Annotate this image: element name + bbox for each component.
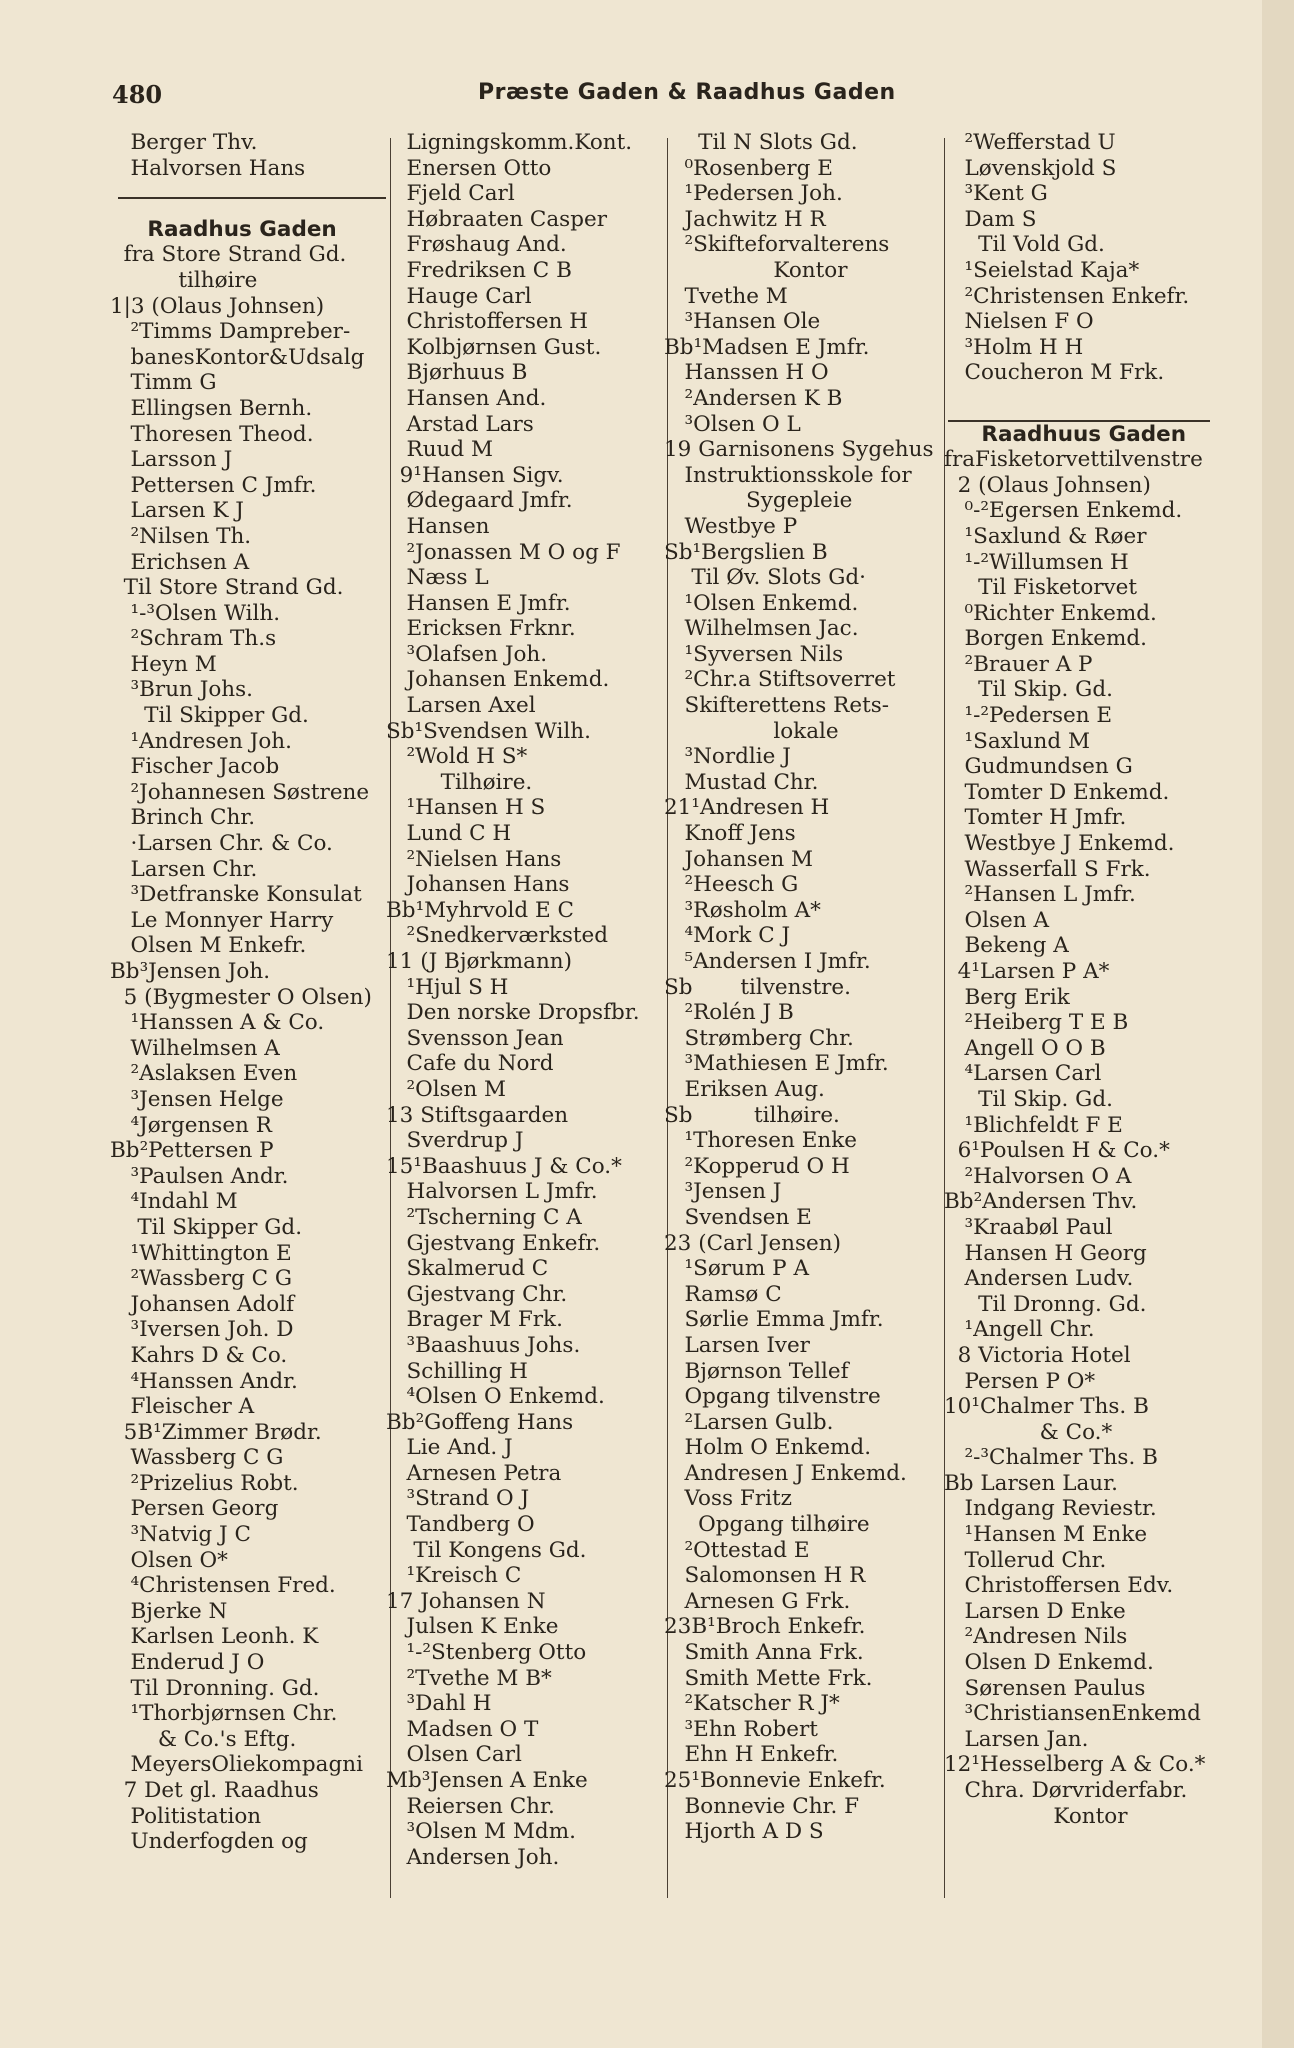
directory-entry: ³Hansen Ole (664, 309, 821, 335)
directory-entry: Opgang tilhøire (664, 1512, 870, 1538)
directory-entry: Wilhelmsen Jac. (664, 616, 859, 642)
directory-entry: Brager M Frk. (386, 1307, 563, 1333)
directory-entry: Til Fisketorvet (944, 575, 1138, 601)
directory-entry: ²Wefferstad U (944, 130, 1116, 155)
directory-entry: Ehn H Enkefr. (664, 1742, 839, 1768)
directory-entry: Sb¹Bergslien B (664, 539, 828, 565)
directory-entry: ³Holm H H (944, 334, 1084, 360)
directory-entry: 4¹Larsen P A* (944, 959, 1110, 984)
directory-entry: Ramsø C (664, 1281, 782, 1307)
directory-entry: Tollerud Chr. (944, 1547, 1107, 1573)
directory-entry: lokale (664, 718, 839, 744)
directory-entry: Den norske Dropsfbr. (386, 1000, 640, 1026)
directory-entry: ¹Syversen Nils (664, 641, 844, 667)
directory-entry: ³Kraabøl Paul (944, 1214, 1113, 1240)
directory-entry: Enersen Otto (386, 155, 552, 181)
directory-entry: ²Heiberg T E B (944, 1010, 1129, 1036)
directory-entry: ²Ottestad E (664, 1537, 810, 1563)
directory-entry: ²Katscher R J* (664, 1691, 840, 1717)
directory-entry: Timm G (110, 370, 217, 396)
directory-entry: ²Heesch G (664, 872, 799, 898)
directory-entry: tilhøire (110, 267, 258, 293)
directory-entry: Brinch Chr. (110, 805, 256, 831)
directory-entry: fraFisketorvettilvenstre (944, 447, 1203, 473)
directory-entry: ³ChristiansenEnkemd (944, 1701, 1201, 1727)
directory-entry: Løvenskjold S (944, 155, 1117, 181)
directory-entry: ²Johannesen Søstrene (110, 779, 370, 805)
directory-entry: Olsen A (944, 907, 1049, 933)
directory-entry: ¹-²Pedersen E (944, 703, 1113, 729)
directory-entry: ³Brun Johs. (110, 677, 254, 703)
directory-entry: Hansen E Jmfr. (386, 590, 571, 616)
directory-entry: Eriksen Aug. (664, 1076, 825, 1102)
directory-entry: Olsen D Enkemd. (944, 1650, 1154, 1676)
directory-entry: ¹Blichfeldt F E (944, 1112, 1123, 1138)
directory-entry: Ericksen Frknr. (386, 616, 576, 642)
directory-entry: ³Mathiesen E Jmfr. (664, 1051, 889, 1077)
directory-entry: Larsen Chr. (110, 856, 258, 882)
directory-entry: Fleischer A (110, 1394, 255, 1420)
directory-entry: Cafe du Nord (386, 1051, 554, 1077)
column-1 (110, 130, 385, 1855)
directory-entry: ¹Thoresen Enke (664, 1128, 857, 1154)
directory-entry: Underfogden og (110, 1829, 308, 1855)
directory-entry: Olsen O* (110, 1547, 228, 1573)
column-4 (944, 130, 1214, 1829)
directory-entry: Mb³Jensen A Enke (386, 1768, 588, 1793)
directory-entry: Politistation (110, 1803, 262, 1829)
directory-entry: Ruud M (386, 437, 493, 463)
directory-entry: ²Andersen K B (664, 385, 843, 411)
directory-entry: Enderud J O (110, 1650, 265, 1676)
directory-entry: 25¹Bonnevie Enkefr. (664, 1768, 886, 1793)
directory-entry: ⁴Hanssen Andr. (110, 1368, 298, 1394)
directory-entry: Dam S (944, 206, 1037, 232)
directory-entry: Til Store Strand Gd. (110, 575, 344, 601)
directory-entry: Larsson J (110, 447, 233, 473)
directory-entry: Indgang Reviestr. (944, 1496, 1157, 1522)
directory-entry: Bekeng A (944, 933, 1069, 959)
directory-entry: Ødegaard Jmfr. (386, 488, 573, 514)
directory-entry: ⁴Indahl M (110, 1189, 238, 1215)
directory-entry: 12¹Hesselberg A & Co.* (944, 1752, 1206, 1778)
directory-entry: Chra. Dørvriderfabr. (944, 1778, 1188, 1803)
directory-entry: ²Hansen L Jmfr. (944, 882, 1136, 908)
page-title: Præste Gaden & Raadhus Gaden (478, 80, 896, 105)
directory-entry: Halvorsen Hans (110, 155, 306, 181)
directory-entry: ³Strand O J (386, 1486, 530, 1512)
directory-entry: ³Jensen Helge (110, 1086, 284, 1112)
directory-entry: 23B¹Broch Enkefr. (664, 1614, 866, 1640)
directory-entry: ¹Hjul S H (386, 974, 509, 1000)
directory-entry: Sb tilhøire. (664, 1102, 840, 1128)
directory-entry: Gjestvang Chr. (386, 1281, 568, 1307)
directory-entry: Nielsen F O (944, 309, 1094, 335)
directory-entry: Christoffersen H (386, 309, 589, 335)
directory-entry: ²Christensen Enkefr. (944, 283, 1190, 309)
directory-entry: Le Monnyer Harry (110, 907, 334, 933)
directory-entry: Til Øv. Slots Gd· (664, 565, 866, 591)
directory-entry: 23 (Carl Jensen) (664, 1230, 842, 1256)
directory-entry: Bjørhuus B (386, 360, 528, 386)
directory-entry: Hanssen H O (664, 360, 829, 386)
directory-entry: ⁴Larsen Carl (944, 1061, 1102, 1087)
directory-entry: Thoresen Theod. (110, 421, 314, 447)
directory-entry: Sørensen Paulus (944, 1675, 1146, 1701)
directory-entry: Tomter D Enkemd. (944, 779, 1170, 805)
directory-entry: Erichsen A (110, 549, 250, 575)
directory-entry: Wasserfall S Frk. (944, 856, 1151, 882)
directory-entry: & Co.* (944, 1419, 1113, 1445)
spacer (110, 181, 385, 217)
directory-entry: Reiersen Chr. (386, 1793, 555, 1819)
directory-entry: ²Aslaksen Even (110, 1061, 298, 1087)
directory-entry: ³Baashuus Johs. (386, 1332, 581, 1358)
directory-entry: ⁰-²Egersen Enkemd. (944, 498, 1183, 524)
directory-entry: ³Detfranske Konsulat (110, 882, 362, 908)
directory-entry: ²Tvethe M B* (386, 1665, 552, 1691)
directory-entry: ³Ehn Robert (664, 1716, 818, 1742)
directory-entry: Smith Mette Frk. (664, 1665, 873, 1691)
directory-entry: Larsen Iver (664, 1332, 810, 1358)
directory-entry: ²Skifteforvalterens (664, 232, 890, 258)
directory-entry: Kontor (944, 1803, 1128, 1829)
page-edge (1262, 0, 1294, 2048)
directory-entry: Hjorth A D S (664, 1819, 824, 1845)
directory-entry: Bonnevie Chr. F (664, 1793, 860, 1819)
directory-entry: Wilhelmsen A (110, 1035, 280, 1061)
directory-entry: Bb Larsen Laur. (944, 1470, 1118, 1496)
directory-entry: Persen P O* (944, 1368, 1096, 1394)
directory-entry: Bb²Goffeng Hans (386, 1409, 574, 1435)
directory-entry: Sb tilvenstre. (664, 974, 851, 1000)
directory-entry: Westbye P (664, 513, 798, 539)
directory-entry: ²Olsen M (386, 1076, 507, 1102)
directory-entry: fra Store Strand Gd. (110, 242, 347, 268)
directory-entry: Til Dronning. Gd. (110, 1675, 320, 1701)
directory-entry: ¹Saxlund & Røer (944, 523, 1147, 549)
directory-entry: ³Olsen M Mdm. (386, 1819, 576, 1845)
directory-entry: ²Halvorsen O A (944, 1163, 1132, 1189)
directory-entry: ¹-²Stenberg Otto (386, 1640, 587, 1666)
directory-entry: Heyn M (110, 651, 217, 677)
directory-entry: Andersen Joh. (386, 1844, 560, 1870)
directory-entry: MeyersOliekompagni (110, 1752, 363, 1778)
directory-entry: ²Snedkerværksted (386, 923, 609, 949)
directory-entry: Instruktionsskole for (664, 462, 912, 488)
directory-entry: Tvethe M (664, 283, 788, 309)
directory-entry: Til Dronng. Gd. (944, 1291, 1147, 1317)
directory-entry: Bb¹Myhrvold E C (386, 897, 575, 923)
directory-entry: 15¹Baashuus J & Co.* (386, 1153, 622, 1179)
directory-entry: Andresen J Enkemd. (664, 1460, 907, 1486)
directory-entry: Knoff Jens (664, 821, 796, 847)
directory-entry: 8 Victoria Hotel (944, 1342, 1131, 1368)
directory-entry: Madsen O T (386, 1716, 539, 1742)
directory-entry: ¹Hanssen A & Co. (110, 1010, 325, 1036)
directory-entry: ¹-³Olsen Wilh. (110, 600, 281, 626)
directory-entry: Smith Anna Frk. (664, 1640, 864, 1666)
directory-entry: Angell O O B (944, 1035, 1106, 1061)
directory-entry: Tomter H Jmfr. (944, 805, 1127, 831)
directory-entry: ²Prizelius Robt. (110, 1470, 299, 1496)
directory-entry: 17 Johansen N (386, 1588, 546, 1614)
directory-entry: ⁵Andersen I Jmfr. (664, 949, 871, 974)
directory-entry: Gudmundsen G (944, 754, 1133, 780)
directory-entry: 5 (Bygmester O Olsen) (110, 984, 372, 1010)
directory-entry: Tandberg O (386, 1512, 535, 1538)
directory-entry: Hansen (386, 513, 490, 539)
directory-entry: Næss L (386, 565, 489, 591)
directory-entry: Halvorsen L Jmfr. (386, 1179, 598, 1205)
directory-entry: Berg Erik (944, 984, 1070, 1010)
directory-entry: Coucheron M Frk. (944, 360, 1165, 386)
directory-entry: Bb²Pettersen P (110, 1138, 274, 1164)
directory-entry: ²Andresen Nils (944, 1624, 1128, 1650)
page-number: 480 (112, 80, 163, 109)
directory-entry: Kontor (664, 257, 848, 283)
directory-entry: ¹Sørum P A (664, 1256, 809, 1282)
directory-entry: ³Natvig J C (110, 1522, 251, 1548)
directory-entry: ¹Seielstad Kaja* (944, 257, 1140, 283)
directory-entry: Bjerke N (110, 1598, 228, 1624)
directory-entry: Frøshaug And. (386, 232, 567, 258)
directory-entry: Salomonsen H R (664, 1563, 866, 1589)
directory-entry: 2 (Olaus Johnsen) (944, 472, 1151, 498)
column-2 (386, 130, 664, 1870)
directory-entry: Fjeld Carl (386, 181, 515, 207)
directory-entry: Johansen Enkemd. (386, 667, 610, 693)
directory-entry: Til Skip. Gd. (944, 677, 1113, 703)
directory-entry: Sverdrup J (386, 1128, 524, 1154)
directory-entry: 13 Stiftsgaarden (386, 1102, 569, 1128)
directory-entry: ²Brauer A P (944, 651, 1093, 677)
directory-entry: Johansen M (664, 846, 814, 872)
directory-entry: Berger Thv. (110, 130, 258, 155)
directory-entry: Olsen Carl (386, 1742, 522, 1768)
directory-entry: Tilhøire. (386, 769, 533, 795)
directory-entry: ²Schram Th.s (110, 626, 277, 652)
directory-entry: 6¹Poulsen H & Co.* (944, 1138, 1170, 1164)
directory-entry: Wassberg C G (110, 1445, 284, 1471)
directory-entry: ¹Hansen H S (386, 795, 546, 821)
directory-entry: Høbraaten Casper (386, 206, 607, 232)
directory-entry: ¹Whittington E (110, 1240, 292, 1266)
directory-entry: ⁰Rosenberg E (664, 155, 833, 181)
directory-entry: ³Olsen O L (664, 411, 801, 437)
directory-entry: ¹Andresen Joh. (110, 728, 292, 754)
directory-entry: Kahrs D & Co. (110, 1342, 288, 1368)
directory-entry: Svendsen E (664, 1204, 812, 1230)
directory-entry: ²Rolén J B (664, 1000, 794, 1026)
directory-entry: ³Olafsen Joh. (386, 641, 548, 667)
directory-entry: ¹Saxlund M (944, 728, 1090, 754)
directory-entry: Sb¹Svendsen Wilh. (386, 718, 591, 744)
directory-entry: & Co.'s Eftg. (110, 1726, 297, 1752)
directory-entry: Johansen Adolf (110, 1291, 295, 1317)
directory-entry: Hauge Carl (386, 283, 532, 309)
directory-entry: Larsen Axel (386, 693, 536, 719)
directory-entry: ³Røsholm A* (664, 897, 821, 923)
directory-entry: ³Kent G (944, 181, 1048, 207)
directory-entry: ⁴Christensen Fred. (110, 1573, 336, 1599)
directory-entry: Arnesen G Frk. (664, 1588, 851, 1614)
directory-entry: Borgen Enkemd. (944, 626, 1147, 652)
directory-entry: ²Timms Dampreber- (110, 319, 351, 345)
directory-entry: ¹Pedersen Joh. (664, 181, 843, 207)
spacer (944, 386, 1214, 422)
directory-entry: Fredriksen C B (386, 257, 572, 283)
directory-entry: ³Iversen Joh. D (110, 1317, 294, 1343)
directory-entry: Bb¹Madsen E Jmfr. (664, 334, 870, 360)
directory-entry: Svensson Jean (386, 1025, 564, 1051)
directory-entry: ³Jensen J (664, 1179, 782, 1205)
directory-entry: ²-³Chalmer Ths. B (944, 1445, 1158, 1471)
directory-entry: Schilling H (386, 1358, 528, 1384)
directory-entry: ²Nielsen Hans (386, 846, 562, 872)
directory-entry: Voss Fritz (664, 1486, 792, 1512)
directory-entry: 5B¹Zimmer Brødr. (110, 1419, 322, 1445)
directory-entry: Christoffersen Edv. (944, 1573, 1174, 1599)
directory-entry: Til N Slots Gd. (664, 130, 858, 155)
directory-entry: Persen Georg (110, 1496, 279, 1522)
directory-entry: ⁰Richter Enkemd. (944, 600, 1157, 626)
directory-entry: Lund C H (386, 821, 512, 847)
directory-entry: Ligningskomm.Kont. (386, 130, 633, 155)
directory-entry: Larsen K J (110, 498, 244, 524)
directory-entry: Pettersen C Jmfr. (110, 472, 317, 498)
directory-entry: ¹Olsen Enkemd. (664, 590, 859, 616)
section-heading: Raadhuus Gaden (944, 421, 1187, 447)
directory-entry: Mustad Chr. (664, 769, 819, 795)
directory-entry: ³Nordlie J (664, 744, 791, 770)
directory-entry: Til Vold Gd. (944, 232, 1105, 258)
directory-entry: ¹Thorbjørnsen Chr. (110, 1701, 338, 1727)
directory-entry: Bb²Andersen Thv. (944, 1189, 1138, 1215)
directory-entry: Olsen M Enkefr. (110, 933, 307, 959)
directory-entry: ²Wold H S* (386, 744, 528, 770)
directory-entry: Lie And. J (386, 1435, 513, 1461)
directory-entry: Til Skipper Gd. (110, 1214, 303, 1240)
directory-entry: 7 Det gl. Raadhus (110, 1778, 319, 1803)
directory-entry: ²Kopperud O H (664, 1153, 850, 1179)
directory-entry: Skalmerud C (386, 1256, 549, 1282)
directory-entry: Til Skip. Gd. (944, 1086, 1113, 1112)
directory-entry: Bjørnson Tellef (664, 1358, 849, 1384)
directory-entry: Til Kongens Gd. (386, 1537, 587, 1563)
directory-entry: ²Nilsen Th. (110, 523, 252, 549)
column-3 (664, 130, 944, 1845)
directory-entry: Arnesen Petra (386, 1460, 562, 1486)
directory-entry: ²Wassberg C G (110, 1266, 293, 1292)
directory-entry: ·Larsen Chr. & Co. (110, 831, 333, 857)
directory-entry: Til Skipper Gd. (110, 703, 309, 729)
directory-entry: ²Tscherning C A (386, 1204, 582, 1230)
directory-entry: ¹Angell Chr. (944, 1317, 1095, 1343)
directory-entry: ⁴Mork C J (664, 923, 791, 949)
directory-entry: 11 (J Bjørkmann) (386, 949, 573, 974)
directory-entry: Opgang tilvenstre (664, 1384, 881, 1410)
directory-entry: 21¹Andresen H (664, 795, 830, 821)
directory-entry: Larsen Jan. (944, 1726, 1089, 1752)
directory-entry: banesKontor&Udsalg (110, 344, 365, 370)
directory-entry: Fischer Jacob (110, 754, 280, 780)
directory-entry: Gjestvang Enkefr. (386, 1230, 601, 1256)
directory-entry: ³Paulsen Andr. (110, 1163, 289, 1189)
directory-entry: Sørlie Emma Jmfr. (664, 1307, 884, 1333)
directory-entry: 10¹Chalmer Ths. B (944, 1394, 1149, 1420)
directory-entry: ²Chr.a Stiftsoverret (664, 667, 896, 693)
directory-entry: Skifterettens Rets- (664, 693, 890, 719)
directory-entry: ²Larsen Gulb. (664, 1409, 834, 1435)
directory-entry: ⁴Olsen O Enkemd. (386, 1384, 605, 1410)
directory-entry: 1|3 (Olaus Johnsen) (110, 293, 325, 319)
directory-entry: Hansen H Georg (944, 1240, 1147, 1266)
directory-entry: Kolbjørnsen Gust. (386, 334, 602, 360)
directory-entry: Westbye J Enkemd. (944, 831, 1175, 857)
directory-entry: Andersen Ludv. (944, 1266, 1134, 1292)
directory-entry: Julsen K Enke (386, 1614, 559, 1640)
directory-entry: Ellingsen Bernh. (110, 395, 313, 421)
directory-entry: Larsen D Enke (944, 1598, 1126, 1624)
directory-entry: ²Jonassen M O og F (386, 539, 621, 565)
directory-entry: ³Dahl H (386, 1691, 492, 1717)
section-heading: Raadhus Gaden (110, 216, 337, 242)
directory-entry: ¹-²Willumsen H (944, 549, 1129, 575)
directory-entry: Holm O Enkemd. (664, 1435, 872, 1461)
directory-entry: Hansen And. (386, 385, 547, 411)
directory-entry: 19 Garnisonens Sygehus (664, 437, 934, 463)
directory-entry: Johansen Hans (386, 872, 570, 898)
directory-entry: Jachwitz H R (664, 206, 826, 232)
directory-entry: Arstad Lars (386, 411, 534, 437)
directory-entry: Sygepleie (664, 488, 853, 514)
directory-entry: ¹Kreisch C (386, 1563, 522, 1589)
directory-entry: Karlsen Leonh. K (110, 1624, 319, 1650)
directory-entry: Bb³Jensen Joh. (110, 959, 271, 984)
directory-entry: 9¹Hansen Sigv. (386, 462, 564, 488)
directory-entry: ¹Hansen M Enke (944, 1522, 1148, 1548)
directory-entry: Strømberg Chr. (664, 1025, 854, 1051)
directory-entry: ⁴Jørgensen R (110, 1112, 272, 1138)
